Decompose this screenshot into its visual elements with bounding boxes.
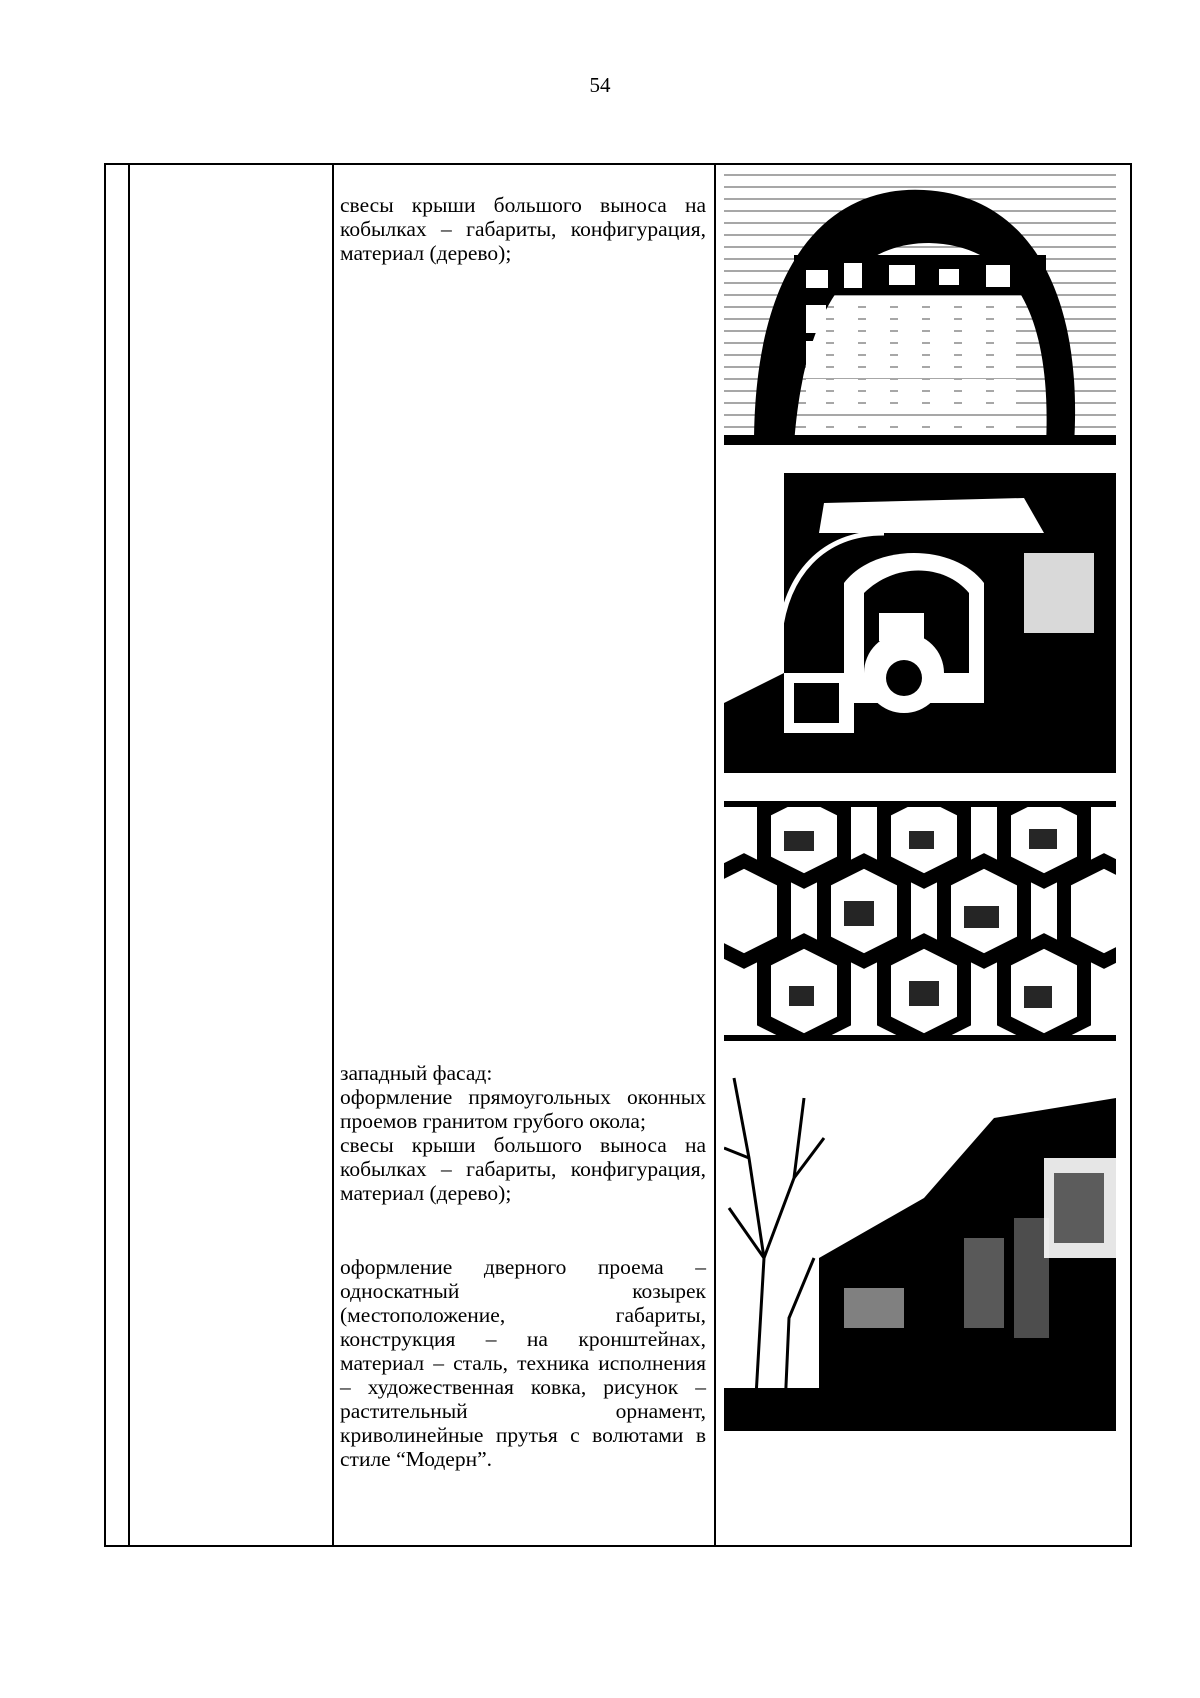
description-block-2 bbox=[340, 1061, 706, 1205]
description-text-1: свесы крыши большого выноса на кобылках – габариты, конфигурация, материал (дерево); bbox=[340, 193, 706, 265]
description-block-3 bbox=[340, 1255, 706, 1471]
west-facade-heading: западный фасад: bbox=[340, 1061, 493, 1085]
description-text-2b: свесы крыши большого выноса на кобылках – габариты, конфигурация, материал (дерево); bbox=[340, 1133, 706, 1205]
west-facade-photo bbox=[724, 1058, 1116, 1431]
arched-window-photo bbox=[724, 165, 1116, 445]
description-text-2a: оформление прямоугольных оконных проемов гранитом грубого окола; bbox=[340, 1085, 706, 1133]
column-divider-3 bbox=[714, 165, 716, 1545]
description-block-1 bbox=[340, 193, 706, 265]
page-number: 54 bbox=[589, 73, 611, 97]
hexagon-ornament-photo bbox=[724, 801, 1116, 1041]
door-canopy-photo bbox=[724, 473, 1116, 773]
description-text-3: оформление дверного проема – односкатный козырек (местоположение, габариты, конструкция – на кронштейнах, материал – сталь, техника исполнения – художественная ковка, рисунок – растительный орнамент, криволинейные прутья с волютами в стиле “Модерн”. bbox=[340, 1255, 706, 1471]
column-divider-2 bbox=[332, 165, 334, 1545]
column-divider-1 bbox=[128, 165, 130, 1545]
